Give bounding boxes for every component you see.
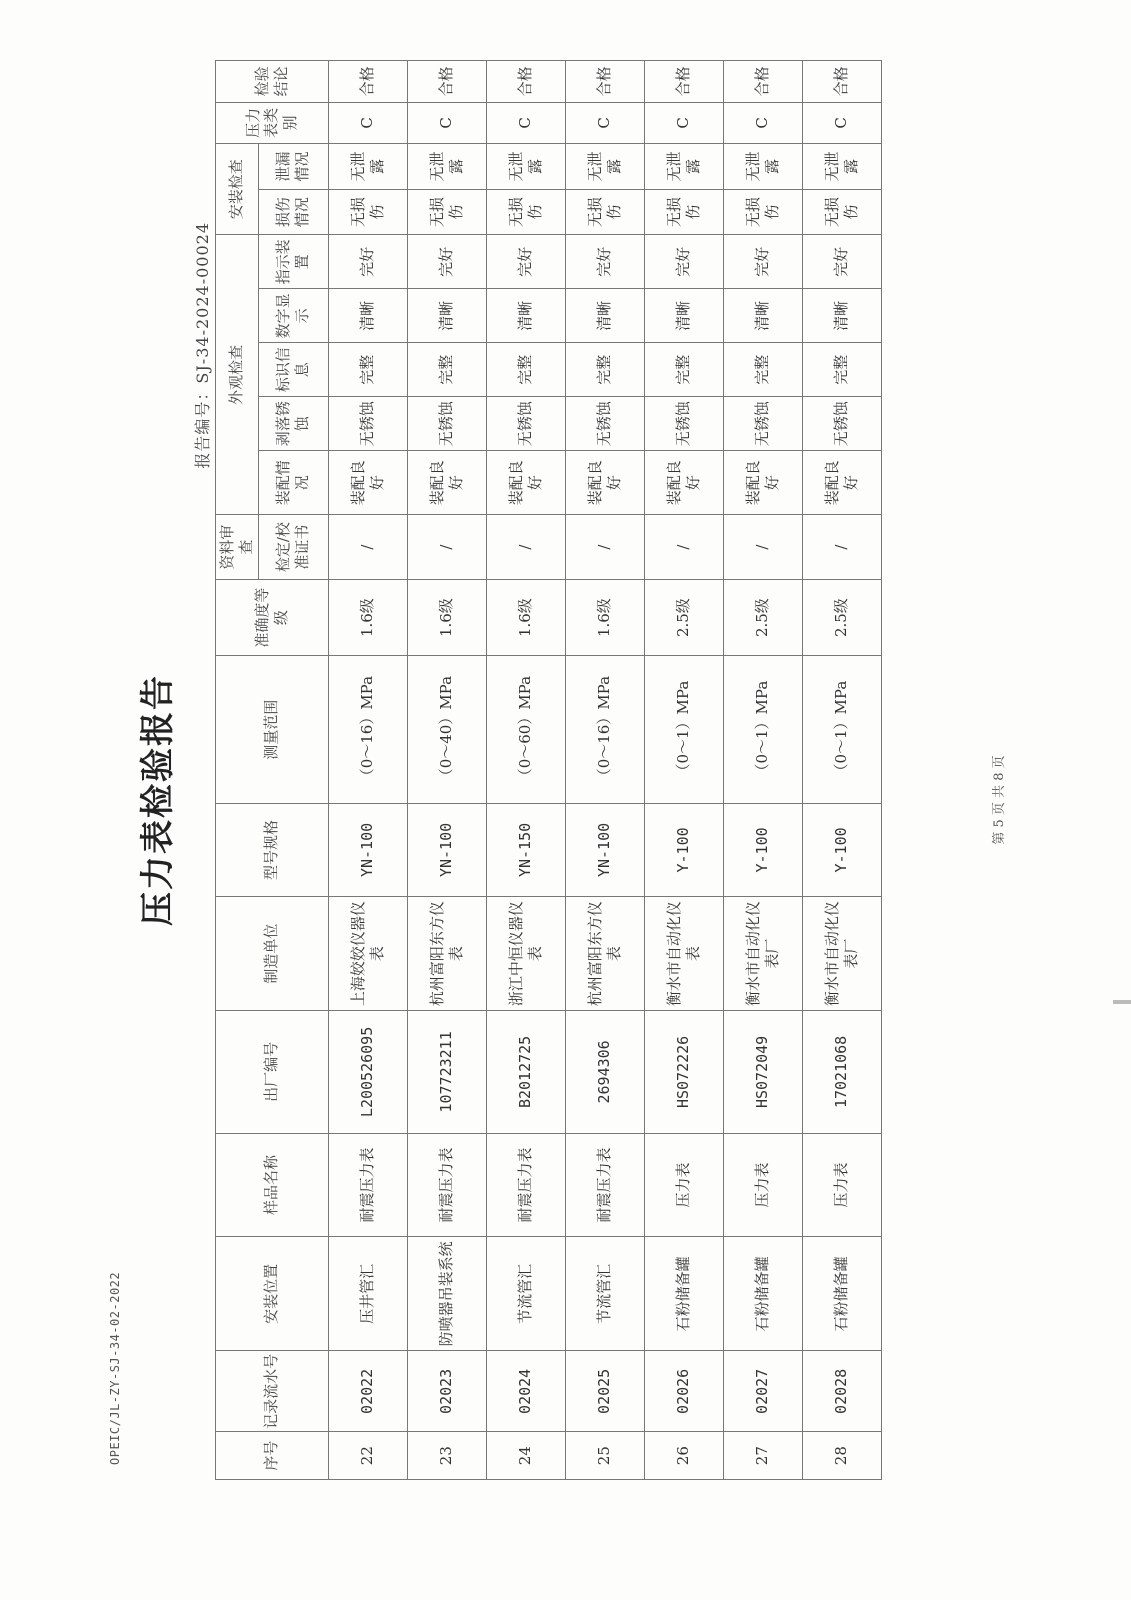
cell-conclusion: 合格 <box>407 61 486 103</box>
cell-manufacturer: 杭州富阳东方仪表 <box>565 897 644 1011</box>
table-row <box>723 61 802 1480</box>
cell-seq: 25 <box>565 1432 644 1480</box>
cell-cert: / <box>644 515 723 579</box>
cell-seq: 28 <box>802 1432 881 1480</box>
header-nameplate: 标识信息 <box>258 343 328 397</box>
header-seq: 序号 <box>216 1432 329 1480</box>
cell-model: YN-100 <box>328 803 407 896</box>
cell-damage: 无损伤 <box>723 189 802 235</box>
cell-factory-no: B2012725 <box>486 1011 565 1133</box>
inspection-table <box>215 60 882 1480</box>
cell-factory-no: 2694306 <box>565 1011 644 1133</box>
cell-manufacturer: 杭州富阳东方仪表 <box>407 897 486 1011</box>
header-pointer: 指示装置 <box>258 235 328 289</box>
cell-cert: / <box>407 515 486 579</box>
cell-accuracy: 1.6级 <box>565 579 644 656</box>
table-row <box>802 61 881 1480</box>
cell-range: （0～40）MPa <box>407 656 486 803</box>
cell-record-no: 02026 <box>644 1351 723 1432</box>
header-corrosion: 剥落锈蚀 <box>258 397 328 451</box>
cell-factory-no: 17021068 <box>802 1011 881 1133</box>
cell-range: （0～1）MPa <box>802 656 881 803</box>
cell-corrosion: 无锈蚀 <box>328 397 407 451</box>
cell-leak: 无泄露 <box>486 144 565 190</box>
cell-conclusion: 合格 <box>644 61 723 103</box>
cell-accuracy: 1.6级 <box>328 579 407 656</box>
cell-corrosion: 无锈蚀 <box>802 397 881 451</box>
header-install-check: 安装检查 <box>216 144 259 235</box>
cell-record-no: 02024 <box>486 1351 565 1432</box>
header-factory-no: 出厂编号 <box>216 1011 329 1133</box>
cell-model: Y-100 <box>644 803 723 896</box>
cell-location: 石粉储备罐 <box>644 1237 723 1351</box>
cell-cert: / <box>565 515 644 579</box>
cell-seq: 27 <box>723 1432 802 1480</box>
cell-nameplate: 完整 <box>328 343 407 397</box>
cell-assembly: 装配良好 <box>328 451 407 515</box>
cell-seq: 24 <box>486 1432 565 1480</box>
header-damage: 损伤情况 <box>258 189 328 235</box>
cell-category: C <box>723 102 802 143</box>
cell-damage: 无损伤 <box>328 189 407 235</box>
header-range: 测量范围 <box>216 656 329 803</box>
cell-manufacturer: 衡水市自动化仪表厂 <box>723 897 802 1011</box>
cell-sample-name: 耐震压力表 <box>407 1133 486 1237</box>
cell-sample-name: 压力表 <box>723 1133 802 1237</box>
cell-pointer: 完好 <box>486 235 565 289</box>
cell-range: （0～1）MPa <box>723 656 802 803</box>
cell-model: Y-100 <box>802 803 881 896</box>
cell-leak: 无泄露 <box>565 144 644 190</box>
cell-record-no: 02027 <box>723 1351 802 1432</box>
cell-cert: / <box>486 515 565 579</box>
header-manufacturer: 制造单位 <box>216 897 329 1011</box>
cell-pointer: 完好 <box>802 235 881 289</box>
cell-pointer: 完好 <box>644 235 723 289</box>
cell-factory-no: HS072049 <box>723 1011 802 1133</box>
cell-sample-name: 耐震压力表 <box>486 1133 565 1237</box>
cell-manufacturer: 衡水市自动化仪表厂 <box>802 897 881 1011</box>
cell-seq: 22 <box>328 1432 407 1480</box>
cell-nameplate: 完整 <box>486 343 565 397</box>
cell-cert: / <box>723 515 802 579</box>
cell-conclusion: 合格 <box>802 61 881 103</box>
cell-nameplate: 完整 <box>644 343 723 397</box>
cell-assembly: 装配良好 <box>644 451 723 515</box>
cell-category: C <box>407 102 486 143</box>
cell-corrosion: 无锈蚀 <box>644 397 723 451</box>
cell-accuracy: 1.6级 <box>407 579 486 656</box>
table-row <box>565 61 644 1480</box>
header-conclusion: 检验结论 <box>216 61 329 103</box>
header-digital: 数字显示 <box>258 289 328 343</box>
cell-conclusion: 合格 <box>565 61 644 103</box>
cell-cert: / <box>328 515 407 579</box>
cell-nameplate: 完整 <box>802 343 881 397</box>
cell-record-no: 02022 <box>328 1351 407 1432</box>
cell-nameplate: 完整 <box>407 343 486 397</box>
cell-assembly: 装配良好 <box>802 451 881 515</box>
cell-pointer: 完好 <box>407 235 486 289</box>
cell-digital: 清晰 <box>407 289 486 343</box>
cell-digital: 清晰 <box>802 289 881 343</box>
cell-leak: 无泄露 <box>407 144 486 190</box>
header-doc-review: 资料审查 <box>216 515 259 579</box>
cell-damage: 无损伤 <box>644 189 723 235</box>
table-row <box>644 61 723 1480</box>
cell-manufacturer: 衡水市自动化仪表 <box>644 897 723 1011</box>
cell-assembly: 装配良好 <box>565 451 644 515</box>
cell-sample-name: 压力表 <box>644 1133 723 1237</box>
header-category: 压力表类别 <box>216 102 329 143</box>
header-location: 安装位置 <box>216 1237 329 1351</box>
cell-category: C <box>486 102 565 143</box>
cell-range: （0～60）MPa <box>486 656 565 803</box>
cell-nameplate: 完整 <box>723 343 802 397</box>
cell-location: 节流管汇 <box>565 1237 644 1351</box>
cell-seq: 23 <box>407 1432 486 1480</box>
cell-location: 压井管汇 <box>328 1237 407 1351</box>
header-leak: 泄漏情况 <box>258 144 328 190</box>
cell-digital: 清晰 <box>486 289 565 343</box>
cell-location: 节流管汇 <box>486 1237 565 1351</box>
header-assembly: 装配情况 <box>258 451 328 515</box>
cell-accuracy: 2.5级 <box>644 579 723 656</box>
cell-sample-name: 耐震压力表 <box>328 1133 407 1237</box>
cell-factory-no: L200526095 <box>328 1011 407 1133</box>
cell-digital: 清晰 <box>644 289 723 343</box>
cell-corrosion: 无锈蚀 <box>407 397 486 451</box>
cell-damage: 无损伤 <box>407 189 486 235</box>
form-code: OPEIC/JL-ZY-SJ-34-02-2022 <box>108 1271 122 1465</box>
cell-digital: 清晰 <box>723 289 802 343</box>
cell-damage: 无损伤 <box>565 189 644 235</box>
cell-manufacturer: 浙江中恒仪器仪表 <box>486 897 565 1011</box>
cell-factory-no: HS072226 <box>644 1011 723 1133</box>
cell-pointer: 完好 <box>565 235 644 289</box>
cell-digital: 清晰 <box>565 289 644 343</box>
cell-factory-no: 107723211 <box>407 1011 486 1133</box>
cell-pointer: 完好 <box>328 235 407 289</box>
cell-range: （0～16）MPa <box>565 656 644 803</box>
cell-model: YN-100 <box>407 803 486 896</box>
cell-leak: 无泄露 <box>644 144 723 190</box>
cell-damage: 无损伤 <box>802 189 881 235</box>
cell-range: （0～16）MPa <box>328 656 407 803</box>
report-title: 压力表检验报告 <box>138 674 178 926</box>
cell-record-no: 02025 <box>565 1351 644 1432</box>
cell-assembly: 装配良好 <box>486 451 565 515</box>
cell-conclusion: 合格 <box>723 61 802 103</box>
cell-leak: 无泄露 <box>723 144 802 190</box>
table-row <box>486 61 565 1480</box>
table-row <box>328 61 407 1480</box>
header-record-no: 记录流水号 <box>216 1351 329 1432</box>
cell-model: YN-100 <box>565 803 644 896</box>
cell-nameplate: 完整 <box>565 343 644 397</box>
page-number: 第 5 页 共 8 页 <box>992 755 1007 845</box>
cell-model: Y-100 <box>723 803 802 896</box>
cell-accuracy: 1.6级 <box>486 579 565 656</box>
table-row <box>407 61 486 1480</box>
cell-conclusion: 合格 <box>486 61 565 103</box>
cell-cert: / <box>802 515 881 579</box>
header-model: 型号规格 <box>216 803 329 896</box>
cell-location: 石粉储备罐 <box>723 1237 802 1351</box>
cell-sample-name: 耐震压力表 <box>565 1133 644 1237</box>
cell-damage: 无损伤 <box>486 189 565 235</box>
cell-assembly: 装配良好 <box>723 451 802 515</box>
cell-digital: 清晰 <box>328 289 407 343</box>
cell-seq: 26 <box>644 1432 723 1480</box>
cell-location: 防喷器吊装系统 <box>407 1237 486 1351</box>
header-appearance: 外观检查 <box>216 235 259 515</box>
scan-edge-mark <box>1113 1000 1131 1004</box>
cell-assembly: 装配良好 <box>407 451 486 515</box>
header-cert: 检定/校准证书 <box>258 515 328 579</box>
cell-corrosion: 无锈蚀 <box>723 397 802 451</box>
cell-leak: 无泄露 <box>802 144 881 190</box>
cell-location: 石粉储备罐 <box>802 1237 881 1351</box>
cell-category: C <box>802 102 881 143</box>
cell-corrosion: 无锈蚀 <box>486 397 565 451</box>
cell-corrosion: 无锈蚀 <box>565 397 644 451</box>
report-number: 报告编号：SJ-34-2024-00024 <box>193 222 212 469</box>
cell-record-no: 02023 <box>407 1351 486 1432</box>
cell-manufacturer: 上海姣姣仪器仪表 <box>328 897 407 1011</box>
cell-model: YN-150 <box>486 803 565 896</box>
cell-category: C <box>565 102 644 143</box>
cell-sample-name: 压力表 <box>802 1133 881 1237</box>
cell-category: C <box>644 102 723 143</box>
cell-leak: 无泄露 <box>328 144 407 190</box>
cell-pointer: 完好 <box>723 235 802 289</box>
cell-range: （0～1）MPa <box>644 656 723 803</box>
header-sample-name: 样品名称 <box>216 1133 329 1237</box>
cell-category: C <box>328 102 407 143</box>
cell-record-no: 02028 <box>802 1351 881 1432</box>
cell-accuracy: 2.5级 <box>723 579 802 656</box>
cell-conclusion: 合格 <box>328 61 407 103</box>
header-accuracy: 准确度等级 <box>216 579 329 656</box>
cell-accuracy: 2.5级 <box>802 579 881 656</box>
